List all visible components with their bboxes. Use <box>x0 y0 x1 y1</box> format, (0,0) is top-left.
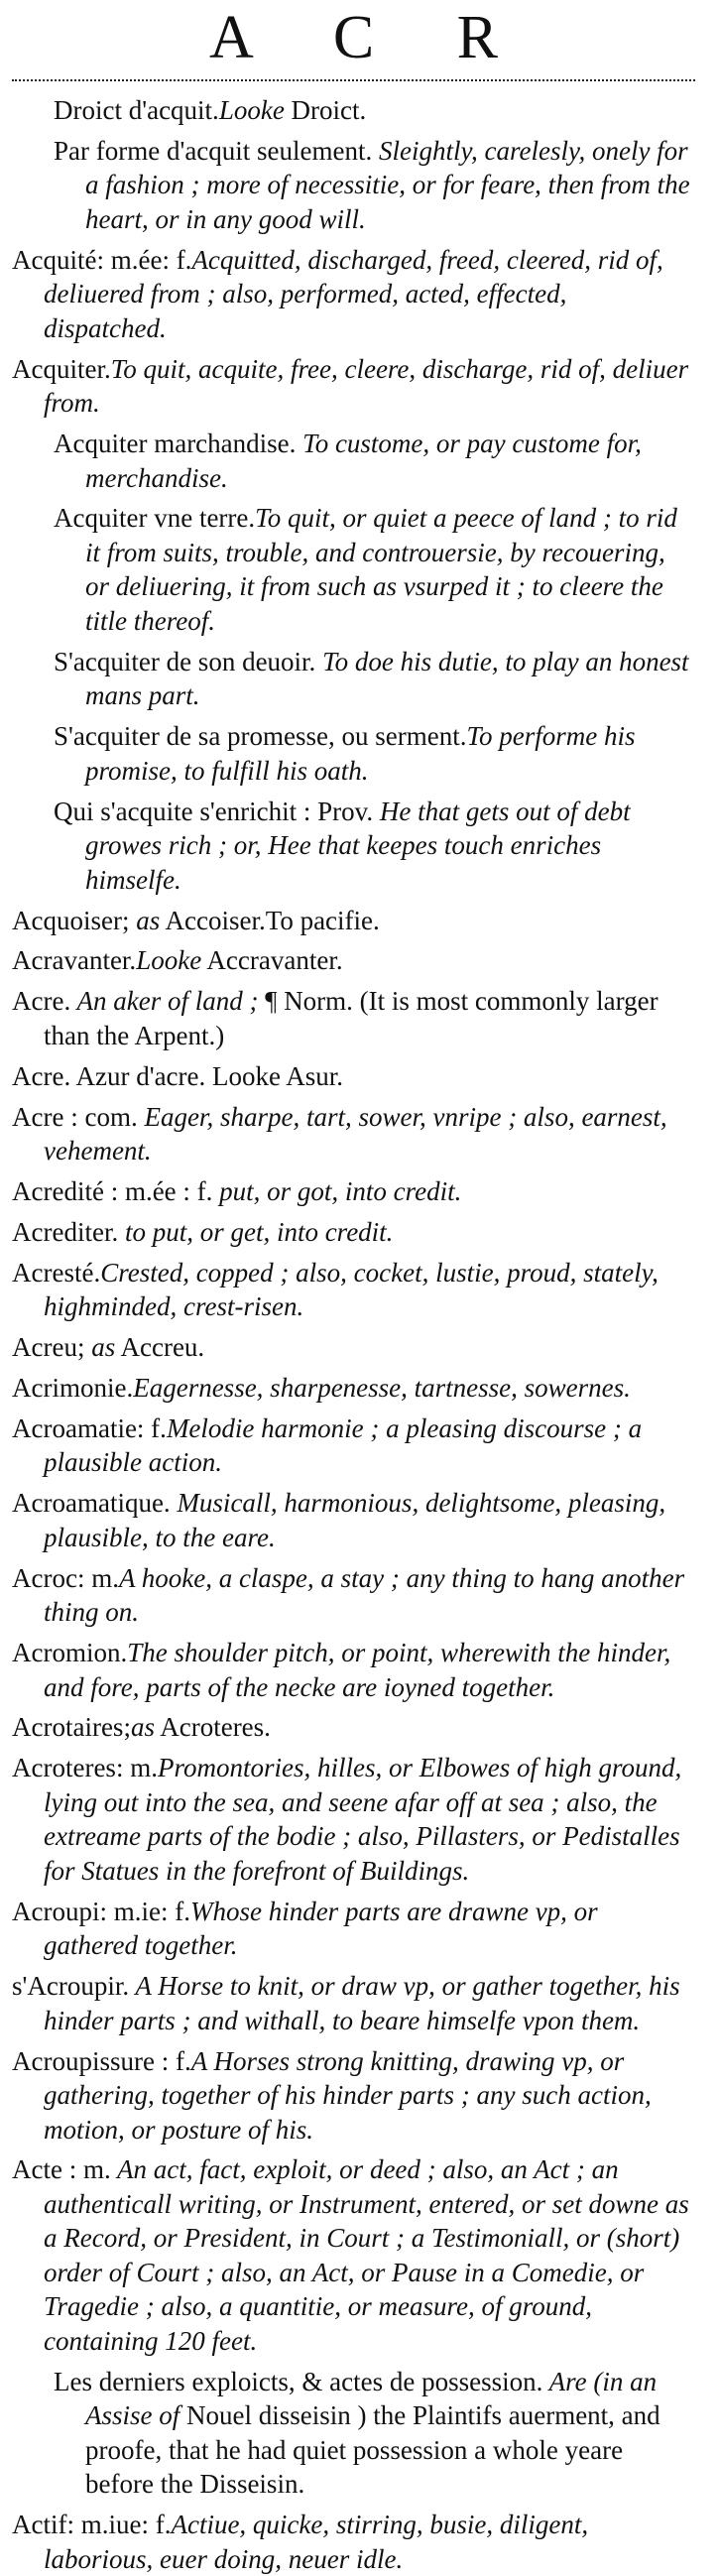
sub-entry <box>12 134 695 237</box>
definition: put, or got, into credit. <box>212 1175 462 1206</box>
headword: Acredité : m.ée : f. <box>12 1175 213 1206</box>
definition: Crested, copped ; also, cocket, lustie, proud, stately, highminded, crest-risen. <box>44 1257 659 1322</box>
headword: Acquiter. <box>12 353 111 384</box>
sub-entry <box>12 719 695 788</box>
dictionary-entry <box>12 1256 695 1324</box>
sub-entry <box>12 93 695 128</box>
sub-entry <box>12 501 695 638</box>
dictionary-entry <box>12 243 695 346</box>
headword: Acresté. <box>12 1257 101 1288</box>
dictionary-entry <box>12 1371 695 1406</box>
entry-note: Nouel disseisin ) the Plaintifs auerment, and proofe, that he had quiet possession a whole yeare before the Disseisin. <box>85 2400 660 2500</box>
dictionary-entry <box>12 1215 695 1250</box>
headword: Par forme d'acquit seulement. <box>54 135 373 166</box>
dictionary-entry <box>12 943 695 978</box>
entry-note: Accreu. <box>115 1332 205 1363</box>
entry-note: Azur d'acre. Looke Asur. <box>70 1060 344 1091</box>
headword: Acroteres: m. <box>12 1753 158 1783</box>
definition: Eagernesse, sharpenesse, tartnesse, sowernes. <box>133 1373 631 1404</box>
definition: Whose hinder parts are drawne vp, or gathered together. <box>44 1896 598 1961</box>
headword: Acquité: m.ée: f. <box>12 244 192 275</box>
headword: S'acquiter de son deuoir. <box>54 646 316 676</box>
definition: Looke <box>136 945 202 976</box>
headword: Acquiter marchandise. <box>54 429 297 459</box>
dictionary-entry <box>12 1969 695 2037</box>
dictionary-entry <box>12 2044 695 2147</box>
definition: as <box>129 905 161 935</box>
definition: Promontories, hilles, or Elbowes of high ground, lying out into the sea, and seene afar off at sea ; also, the extreame parts of the bodie ; also, Pillasters, or Pedistalles for Statues in the forefront of Buildings. <box>44 1753 682 1886</box>
sub-entry <box>12 427 695 495</box>
headword: Acte : m. <box>12 2154 111 2185</box>
headword: Droict d'acquit. <box>54 95 219 125</box>
headword: Acroc: m. <box>12 1562 119 1593</box>
dictionary-entry <box>12 1330 695 1365</box>
dictionary-entry <box>12 904 695 938</box>
definition: A Horses strong knitting, drawing vp, or gathering, together of his hinder parts ; any such action, motion, or posture of his. <box>44 2045 652 2145</box>
definition: To quit, or quiet a peece of land ; to rid it from suits, trouble, and controuersie, by recouering, or deliuering, it from such as vsurped it ; to cleere the title thereof. <box>85 503 677 636</box>
headword: Acre. <box>12 1060 71 1091</box>
headword: Acravanter. <box>12 945 137 976</box>
headword: Acrediter. <box>12 1216 119 1247</box>
sub-entry <box>12 2365 695 2502</box>
headword: Acre : com. <box>12 1101 138 1132</box>
definition: Acquitted, discharged, freed, cleered, rid of, deliuered from ; also, performed, acted, effected, dispatched. <box>44 244 663 343</box>
dictionary-entry <box>12 352 695 421</box>
definition: To doe his dutie, to play an honest mans part. <box>85 646 689 711</box>
entry-note: Droict. <box>284 95 367 125</box>
dictionary-entry <box>12 1486 695 1554</box>
headword: Acroupissure : f. <box>12 2045 191 2076</box>
headword: Acromion. <box>12 1638 128 1668</box>
definition: The shoulder pitch, or point, wherewith the hinder, and fore, parts of the necke are ioyned together. <box>44 1638 671 1702</box>
dictionary-entry <box>12 2152 695 2358</box>
dictionary-entry <box>12 1561 695 1630</box>
entry-note: Acroteres. <box>154 1712 271 1743</box>
sub-entry <box>12 645 695 713</box>
dictionary-entry <box>12 1100 695 1168</box>
dictionary-entry <box>12 1710 695 1745</box>
entry-list <box>12 93 695 2576</box>
dictionary-entry <box>12 1174 695 1209</box>
definition: An act, fact, exploit, or deed ; also, an Act ; an authenticall writing, or Instrument, entered, or set downe as a Record, or President, in Court ; a Testimoniall, or (short) order of Court ; also, an Act, or Pause in a Comedie, or Tragedie ; also, a quantitie, or measure, of ground, containing 120 feet. <box>44 2154 689 2356</box>
dictionary-entry <box>12 1059 695 1094</box>
headword: Acroamatique. <box>12 1488 171 1519</box>
entry-note: ¶ Norm. (It is most commonly larger than the Arpent.) <box>44 986 659 1050</box>
dictionary-entry <box>12 984 695 1052</box>
dictionary-entry <box>12 1895 695 1963</box>
definition: Eager, sharpe, tart, sower, vnripe ; also, earnest, vehement. <box>44 1101 667 1166</box>
definition: To quit, acquite, free, cleere, discharge, rid of, deliuer from. <box>44 353 689 419</box>
entry-note: Accravanter. <box>201 945 343 976</box>
definition: as <box>130 1712 155 1743</box>
definition: An aker of land ; <box>70 986 266 1017</box>
definition: as <box>84 1332 116 1363</box>
definition: Melodie harmonie ; a pleasing discourse ; a plausible action. <box>44 1412 643 1478</box>
headword: Acquoiser; <box>12 905 130 935</box>
entry-note: Accoiser.To pacifie. <box>160 905 380 935</box>
definition: A hooke, a claspe, a stay ; any thing to hang another thing on. <box>44 1562 685 1628</box>
headword: Acrotaires; <box>12 1712 131 1743</box>
definition: Sleightly, carelesly, onely for a fashion ; more of necessitie, or for feare, then from the heart, or in any good will. <box>85 135 690 234</box>
headword: s'Acroupir. <box>12 1971 130 2002</box>
definition: to put, or get, into credit. <box>118 1216 394 1247</box>
headword: Acre. <box>12 986 71 1017</box>
headword: Acquiter vne terre. <box>54 503 256 534</box>
headword: Acrimonie. <box>12 1373 134 1404</box>
definition: Actiue, quicke, stirring, busie, diligent, laborious, euer doing, neuer idle. <box>44 2510 589 2574</box>
headword: Acroamatie: f. <box>12 1412 167 1443</box>
definition: Are (in an Assise of <box>85 2366 658 2431</box>
dictionary-entry <box>12 2508 695 2576</box>
definition: To custome, or pay custome for, merchandise. <box>85 429 642 493</box>
headword: Qui s'acquite s'enrichit : Prov. <box>54 796 374 826</box>
headword: S'acquiter de sa promesse, ou serment. <box>54 721 467 752</box>
dictionary-entry <box>12 1411 695 1480</box>
dictionary-entry <box>12 1636 695 1704</box>
sub-entry <box>12 795 695 898</box>
definition: Looke <box>218 95 285 125</box>
headword: Actif: m.iue: f. <box>12 2510 172 2540</box>
headword: Les derniers exploicts, & actes de possession. <box>54 2366 543 2396</box>
definition: He that gets out of debt growes rich ; or, Hee that keepes touch enriches himselfe. <box>85 796 631 895</box>
header-rule <box>12 79 695 81</box>
dictionary-entry <box>12 1751 695 1888</box>
definition: A Horse to knit, or draw vp, or gather together, his hinder parts ; and withall, to beare himselfe vpon them. <box>44 1971 680 2035</box>
definition: To performe his promise, to fulfill his oath. <box>85 721 636 786</box>
page-header: A C R <box>208 4 533 71</box>
definition: Musicall, harmonious, delightsome, pleasing, plausible, to the eare. <box>44 1488 666 1552</box>
headword: Acreu; <box>12 1332 85 1363</box>
headword: Acroupi: m.ie: f. <box>12 1896 190 1926</box>
